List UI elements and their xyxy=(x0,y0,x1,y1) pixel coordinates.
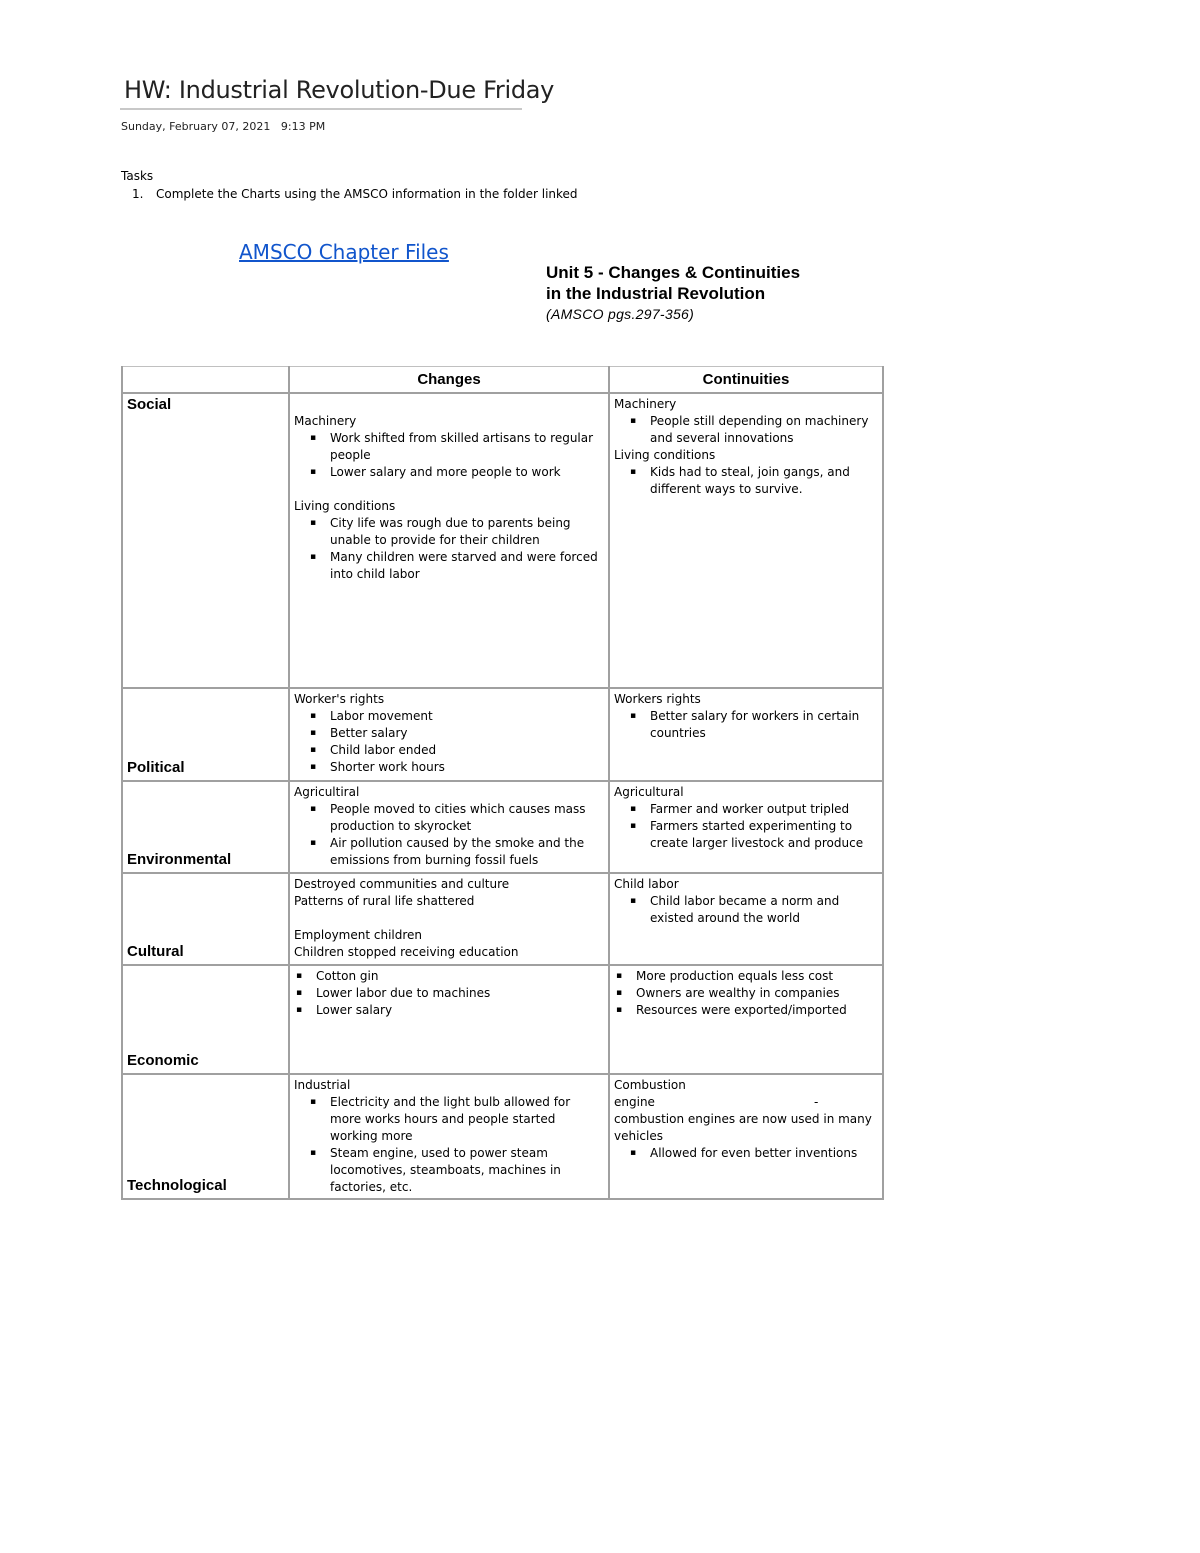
cultural-continuities-heading: Child labor xyxy=(614,877,679,891)
environmental-continuities-heading: Agricultural xyxy=(614,785,684,799)
economic-changes-list xyxy=(294,968,604,1019)
list-item: ▪ Resources were exported/imported xyxy=(636,1002,878,1019)
social-changes-list-2 xyxy=(294,515,604,583)
technological-changes-heading: Industrial xyxy=(294,1078,351,1092)
environmental-continuities-list xyxy=(614,801,878,852)
table-row-cultural xyxy=(122,873,883,965)
created-date xyxy=(121,120,325,133)
economic-continuities-list xyxy=(614,968,878,1019)
list-item: ▪ Electricity and the light bulb allowed for more works hours and people started working more xyxy=(330,1094,604,1145)
list-item: ▪ Better salary for workers in certain countries xyxy=(650,708,878,742)
list-item: ▪ Steam engine, used to power steam locomotives, steamboats, machines in factories, etc. xyxy=(330,1145,604,1196)
social-changes-list-1 xyxy=(294,430,604,481)
category-technological: Technological xyxy=(122,1074,289,1199)
list-item: ▪ Farmer and worker output tripled xyxy=(650,801,878,818)
technological-continuities-line-2: combustion engines are now used in many vehicles xyxy=(614,1112,872,1143)
task-text: Complete the Charts using the AMSCO information in the folder linked xyxy=(156,187,578,201)
list-item: ▪ City life was rough due to parents being unable to provide for their children xyxy=(330,515,604,549)
amsco-chapter-files-link[interactable]: AMSCO Chapter Files xyxy=(239,240,449,264)
list-item: ▪ Child labor ended xyxy=(330,742,604,759)
political-changes-heading: Worker's rights xyxy=(294,692,385,706)
cultural-changes-line-2: Patterns of rural life shattered xyxy=(294,894,475,908)
dash-text: - xyxy=(814,1095,819,1109)
list-item: ▪ Kids had to steal, join gangs, and different ways to survive. xyxy=(650,464,878,498)
list-item: ▪ People still depending on machinery and several innovations xyxy=(650,413,878,447)
technological-continuities-heading: Combustion xyxy=(614,1078,686,1092)
category-political: Political xyxy=(122,688,289,781)
unit-title-line-1: Unit 5 - Changes & Continuities xyxy=(546,263,801,282)
social-changes-heading-2: Living conditions xyxy=(294,499,396,513)
technological-continuities-heading-2 xyxy=(614,1094,878,1111)
table-row-social xyxy=(122,393,883,688)
cultural-changes-line-3: Employment children xyxy=(294,928,423,942)
header-continuities: Continuities xyxy=(609,367,883,394)
social-changes-heading-1: Machinery xyxy=(294,414,357,428)
category-environmental: Environmental xyxy=(122,781,289,873)
list-item: ▪ Lower salary and more people to work xyxy=(330,464,604,481)
tasks-list xyxy=(132,187,578,201)
table-row-environmental xyxy=(122,781,883,873)
task-number: 1. xyxy=(132,187,144,201)
unit-pages: (AMSCO pgs.297-356) xyxy=(546,306,695,322)
cultural-continuities-cell[interactable] xyxy=(609,873,883,965)
cultural-continuities-list xyxy=(614,893,878,927)
title-underline xyxy=(120,108,522,110)
date-text: Sunday, February 07, 2021 xyxy=(121,120,271,133)
social-continuities-list-1 xyxy=(614,413,878,447)
social-continuities-list-2 xyxy=(614,464,878,498)
social-continuities-heading-1: Machinery xyxy=(614,397,677,411)
economic-changes-cell[interactable] xyxy=(289,965,609,1074)
technological-changes-list xyxy=(294,1094,604,1196)
tasks-label: Tasks xyxy=(121,169,154,183)
table-row-technological xyxy=(122,1074,883,1199)
list-item: ▪ Lower salary xyxy=(316,1002,604,1019)
list-item: ▪ Allowed for even better inventions xyxy=(650,1145,878,1162)
unit-title-line-2: in the Industrial Revolution xyxy=(546,284,766,303)
table-header-row xyxy=(122,367,883,394)
time-text: 9:13 PM xyxy=(280,120,326,133)
technological-continuities-list xyxy=(614,1145,878,1162)
table-row-political xyxy=(122,688,883,781)
list-item: ▪ Better salary xyxy=(330,725,604,742)
page-title: HW: Industrial Revolution-Due Friday xyxy=(124,76,555,104)
list-item: ▪ Farmers started experimenting to create larger livestock and produce xyxy=(650,818,878,852)
political-changes-list xyxy=(294,708,604,776)
task-item xyxy=(132,187,578,201)
environmental-changes-list xyxy=(294,801,604,869)
list-item: ▪ Owners are wealthy in companies xyxy=(636,985,878,1002)
economic-continuities-cell[interactable] xyxy=(609,965,883,1074)
list-item: ▪ Many children were starved and were forced into child labor xyxy=(330,549,604,583)
header-changes: Changes xyxy=(289,367,609,394)
unit-title xyxy=(546,262,800,304)
list-item: ▪ Cotton gin xyxy=(316,968,604,985)
category-social: Social xyxy=(122,393,289,688)
political-changes-cell[interactable] xyxy=(289,688,609,781)
technological-continuities-cell[interactable] xyxy=(609,1074,883,1199)
environmental-continuities-cell[interactable] xyxy=(609,781,883,873)
social-continuities-cell[interactable] xyxy=(609,393,883,688)
political-continuities-list xyxy=(614,708,878,742)
header-category xyxy=(122,367,289,394)
cultural-changes-line-1: Destroyed communities and culture xyxy=(294,877,510,891)
changes-continuities-table xyxy=(121,366,884,1200)
category-cultural: Cultural xyxy=(122,873,289,965)
list-item: ▪ Child labor became a norm and existed around the world xyxy=(650,893,878,927)
list-item: ▪ Labor movement xyxy=(330,708,604,725)
environmental-changes-cell[interactable] xyxy=(289,781,609,873)
political-continuities-heading: Workers rights xyxy=(614,692,701,706)
list-item: ▪ Lower labor due to machines xyxy=(316,985,604,1002)
list-item: ▪ People moved to cities which causes mass production to skyrocket xyxy=(330,801,604,835)
social-changes-cell[interactable] xyxy=(289,393,609,688)
cultural-changes-line-4: Children stopped receiving education xyxy=(294,945,519,959)
engine-text: engine xyxy=(614,1095,655,1109)
political-continuities-cell[interactable] xyxy=(609,688,883,781)
list-item: ▪ Shorter work hours xyxy=(330,759,604,776)
table-row-economic xyxy=(122,965,883,1074)
category-economic: Economic xyxy=(122,965,289,1074)
technological-changes-cell[interactable] xyxy=(289,1074,609,1199)
list-item: ▪ More production equals less cost xyxy=(636,968,878,985)
social-continuities-heading-2: Living conditions xyxy=(614,448,716,462)
list-item: ▪ Air pollution caused by the smoke and the emissions from burning fossil fuels xyxy=(330,835,604,869)
environmental-changes-heading: Agricultiral xyxy=(294,785,360,799)
list-item: ▪ Work shifted from skilled artisans to regular people xyxy=(330,430,604,464)
cultural-changes-cell[interactable] xyxy=(289,873,609,965)
